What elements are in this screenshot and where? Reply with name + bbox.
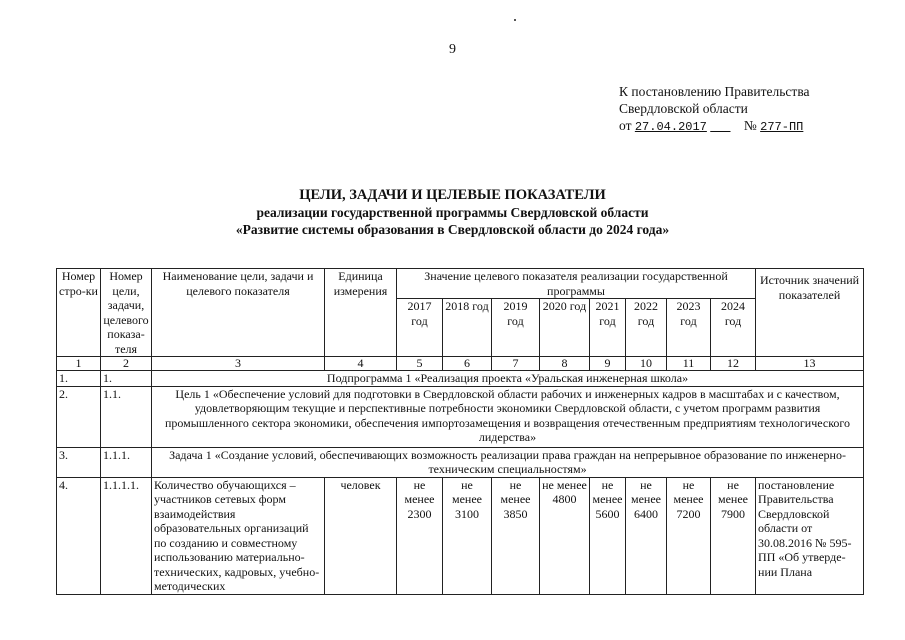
column-number-row: [57, 357, 864, 371]
indicator-value: [397, 477, 443, 594]
value-prefix: не менее: [673, 477, 704, 506]
title-line-3: «Развитие системы образования в Свердловской области до 2024 года»: [235, 222, 670, 237]
indicator-row: [57, 477, 864, 594]
header-goal-num: Номер цели, задачи, целевого показа-теля: [101, 269, 152, 357]
column-number: 10: [626, 357, 667, 371]
header-year: 2019 год: [492, 299, 540, 357]
row-code: 1.1.1.: [101, 447, 152, 477]
value-prefix: не менее: [542, 477, 587, 492]
column-number: 11: [667, 357, 711, 371]
decree-date: 27.04.2017: [634, 120, 707, 134]
header-source: Источник значений показателей: [756, 269, 864, 357]
column-number: 12: [711, 357, 756, 371]
column-number: 8: [540, 357, 590, 371]
title-line-1: ЦЕЛИ, ЗАДАЧИ И ЦЕЛЕВЫЕ ПОКАЗАТЕЛИ: [299, 187, 606, 203]
value-prefix: не менее: [452, 477, 482, 506]
indicator-source: постановление Правительства Свердловской области от 30.08.2016 № 595-ПП «Об утверде-нии Плана: [756, 477, 864, 594]
column-number: 13: [756, 357, 864, 371]
value-number: 4800: [552, 492, 577, 506]
title-line-2: реализации государственной программы Свердловской области: [256, 205, 649, 220]
value-prefix: не менее: [500, 477, 531, 506]
value-number: 3850: [503, 506, 528, 521]
value-number: 3100: [455, 506, 479, 521]
row-number: 2.: [57, 386, 101, 447]
column-number: 7: [492, 357, 540, 371]
page-number: 9: [449, 42, 456, 57]
row-code: 1.1.: [101, 386, 152, 447]
goals-table: [56, 268, 864, 595]
value-number: 5600: [595, 506, 620, 521]
indicator-value: [540, 477, 590, 594]
value-number: 7900: [721, 506, 746, 521]
header-year: 2022 год: [626, 299, 667, 357]
table-row: [57, 371, 864, 387]
decree-reference: [619, 83, 810, 136]
header-year: 2021 год: [590, 299, 626, 357]
header-name: Наименование цели, задачи и целевого показателя: [152, 269, 325, 357]
column-number: 6: [443, 357, 492, 371]
row-number: 4.: [57, 477, 101, 594]
document-title: [0, 186, 905, 238]
column-number: 3: [152, 357, 325, 371]
header-row-num: Номер стро-ки: [57, 269, 101, 357]
table-row: [57, 447, 864, 477]
value-number: 6400: [634, 506, 658, 521]
column-number: 4: [325, 357, 397, 371]
indicator-value: [590, 477, 626, 594]
decree-number-sign: №: [743, 118, 757, 133]
header-year: 2024 год: [711, 299, 756, 357]
goal-text: Цель 1 «Обеспечение условий для подготовки в Свердловской области рабочих и инженерных кадров в масштабах и с качеством, удовлетворяющим текущие и перспективные потребности экономики Свердловской области, с учетом программ развития промышленного сектора экономики, обеспечения импортозамещения и возвращения отечественным предприятиям технологического лидерства»: [152, 386, 864, 447]
header-year: 2017 год: [397, 299, 443, 357]
row-number: 3.: [57, 447, 101, 477]
indicator-value: [711, 477, 756, 594]
column-number: 9: [590, 357, 626, 371]
value-prefix: не менее: [718, 477, 749, 506]
scan-dot: [514, 19, 516, 21]
value-prefix: не менее: [404, 477, 435, 506]
table-row: [57, 386, 864, 447]
indicator-unit: человек: [325, 477, 397, 594]
header-year: 2020 год: [540, 299, 590, 357]
column-number: 1: [57, 357, 101, 371]
decree-line-2: Свердловской области: [619, 101, 748, 116]
header-year: 2023 год: [667, 299, 711, 357]
row-code: 1.1.1.1.: [101, 477, 152, 594]
column-number: 2: [101, 357, 152, 371]
decree-number: 277-ПП: [760, 120, 804, 134]
indicator-value: [667, 477, 711, 594]
indicator-value: [443, 477, 492, 594]
indicator-value: [492, 477, 540, 594]
decree-date-number: [619, 117, 810, 136]
subprogram-title: Подпрограмма 1 «Реализация проекта «Уральская инженерная школа»: [152, 371, 864, 387]
indicator-value: [626, 477, 667, 594]
value-number: 2300: [407, 506, 432, 521]
decree-line-1: К постановлению Правительства: [619, 84, 810, 99]
row-code: 1.: [101, 371, 152, 387]
value-prefix: не менее: [631, 477, 661, 506]
value-number: 7200: [676, 506, 701, 521]
row-number: 1.: [57, 371, 101, 387]
header-row-1: [57, 269, 864, 299]
value-prefix: не менее: [592, 477, 623, 506]
column-number: 5: [397, 357, 443, 371]
decree-from-prefix: от: [619, 118, 632, 133]
header-value-group: Значение целевого показателя реализации государственной программы: [397, 269, 756, 299]
indicator-name: Количество обучающихся – участников сетевых форм взаимодействия образовательных организаций по созданию и совместному использованию материально-технических, кадровых, учебно-методических: [152, 477, 325, 594]
header-unit: Единица измерения: [325, 269, 397, 357]
header-year: 2018 год: [443, 299, 492, 357]
task-text: Задача 1 «Создание условий, обеспечивающих возможность реализации права граждан на непрерывное образование по инженерно-техническим специальностям»: [152, 447, 864, 477]
